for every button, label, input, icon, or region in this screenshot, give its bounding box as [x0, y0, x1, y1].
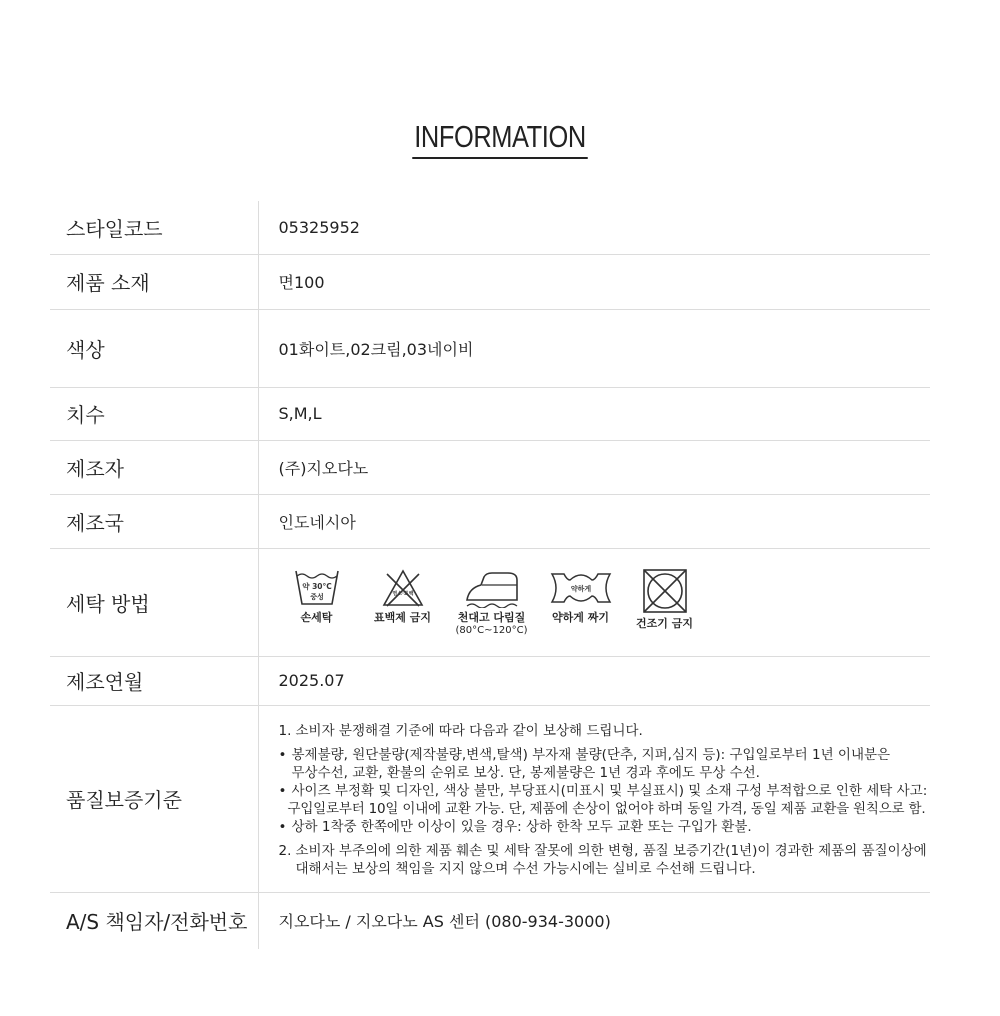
- quality-number-1: 1.: [278, 722, 292, 739]
- value-date: 2025.07: [258, 656, 930, 705]
- row-size: [50, 387, 930, 440]
- row-washing: [50, 548, 930, 656]
- no-bleach-icon: [381, 568, 425, 608]
- value-size: S,M,L: [258, 387, 930, 440]
- care-iron: [451, 568, 533, 637]
- hand-wash-temp: 약 30°C: [301, 581, 332, 591]
- care-gentle-wring: [541, 568, 621, 624]
- gentle-wring-label: 약하게: [570, 584, 591, 593]
- label-material: 제품 소재: [50, 254, 258, 309]
- row-color: [50, 309, 930, 387]
- iron-temp-range: (80°C~120°C): [455, 624, 528, 636]
- gentle-wring-caption: 약하게 짜기: [552, 610, 609, 624]
- label-as: A/S 책임자/전화번호: [50, 892, 258, 949]
- iron-icon: [464, 568, 520, 608]
- iron-caption: 천대고 다림질: [457, 610, 526, 624]
- bullet-mark: •: [278, 746, 287, 763]
- bullet-2-line-1: 사이즈 부정확 및 디자인, 색상 불만, 부당표시(미표시 및 부실표시) 및 소재 구성 부적합으로 인한 세탁 사고:: [291, 782, 928, 799]
- label-size: 치수: [50, 387, 258, 440]
- quality-item-2: [279, 842, 931, 878]
- row-date: [50, 656, 930, 705]
- no-bleach-caption: 표백제 금지: [374, 610, 431, 624]
- label-style-code: 스타일코드: [66, 216, 163, 241]
- bullet-mark: •: [278, 818, 287, 835]
- row-material: [50, 254, 930, 309]
- label-washing: 세탁 방법: [50, 548, 258, 656]
- bullet-mark: •: [278, 782, 287, 799]
- label-color: 색상: [50, 309, 258, 387]
- care-no-tumble-dry: [629, 568, 701, 630]
- value-material: 면100: [258, 254, 930, 309]
- hand-wash-caption: 손세탁: [300, 610, 333, 624]
- page-title: [90, 118, 910, 159]
- value-country: 인도네시아: [258, 494, 930, 548]
- quality-item-1: [279, 722, 931, 740]
- gentle-wring-icon: [550, 568, 612, 608]
- hand-wash-icon: [294, 568, 340, 608]
- row-style-code: [50, 201, 930, 254]
- label-quality: 품질보증기준: [50, 705, 258, 892]
- quality-text-1: 소비자 분쟁해결 기준에 따라 다음과 같이 보상해 드립니다.: [295, 722, 643, 739]
- label-maker: 제조자: [50, 440, 258, 494]
- value-maker: (주)지오다노: [258, 440, 930, 494]
- no-bleach-label: 염소·표백: [391, 590, 414, 597]
- care-no-bleach: [363, 568, 443, 624]
- bullet-1-line-1: 봉제불량, 원단불량(제작불량,변색,탈색) 부자재 불량(단추, 지퍼,심지 등): 구입일로부터 1년 이내분은: [291, 746, 891, 763]
- quality-list: [279, 720, 931, 878]
- quality-text-2-line-1: 소비자 부주의에 의한 제품 훼손 및 세탁 잘못에 의한 변형, 품질 보증기간(1년)이 경과한 제품의 품질이상에: [295, 842, 927, 859]
- label-country: 제조국: [50, 494, 258, 548]
- value-quality: [258, 705, 930, 892]
- value-washing: [258, 548, 930, 656]
- row-quality: [50, 705, 930, 892]
- bullet-2-line-2: 구입일로부터 10일 이내에 교환 가능. 단, 제품에 손상이 없어야 하며 동일 가격, 동일 제품 교환을 원칙으로 함.: [287, 800, 926, 817]
- quality-number-2: 2.: [278, 842, 292, 859]
- quality-bullet-3: [279, 818, 931, 836]
- hand-wash-neutral: 중성: [309, 592, 324, 601]
- quality-bullet-2: [279, 782, 931, 818]
- label-date: 제조연월: [50, 656, 258, 705]
- quality-text-2-line-2: 대해서는 보상의 책임을 지지 않으며 수선 가능시에는 실비로 수선해 드립니다.: [295, 860, 756, 877]
- row-maker: [50, 440, 930, 494]
- bullet-1-line-2: 무상수선, 교환, 환불의 순위로 보상. 단, 봉제불량은 1년 경과 후에도 무상 수선.: [291, 764, 760, 781]
- value-color: 01화이트,02크림,03네이비: [258, 309, 930, 387]
- quality-bullet-1: [279, 746, 931, 782]
- bullet-3-text: 상하 1착중 한쪽에만 이상이 있을 경우: 상하 한착 모두 교환 또는 구입가 환불.: [291, 818, 752, 835]
- no-tumble-dry-icon: [642, 568, 688, 614]
- value-as: 지오다노 / 지오다노 AS 센터 (080-934-3000): [258, 892, 930, 949]
- value-style-code: 05325952: [258, 201, 930, 254]
- page-title-text: INFORMATION: [413, 118, 588, 159]
- no-tumble-dry-caption: 건조기 금지: [636, 616, 693, 630]
- care-icons: [279, 568, 931, 637]
- care-hand-wash: [279, 568, 355, 624]
- row-country: [50, 494, 930, 548]
- product-info-table: [50, 201, 930, 949]
- row-as: [50, 892, 930, 949]
